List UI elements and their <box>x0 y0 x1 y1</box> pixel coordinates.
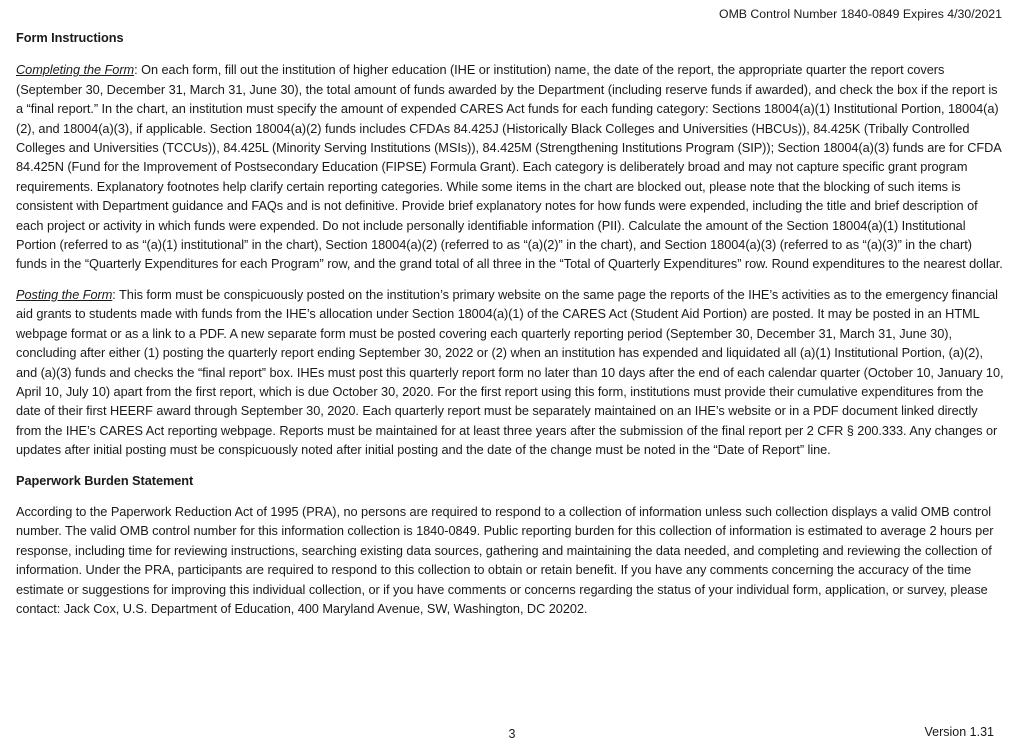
completing-the-form-text: : On each form, fill out the institution of higher education (IHE or institution) name, the date of the report, the appropriate quarter the report covers (September 30, December 31, March 31, June 30), the total amount of funds awarded by the Department (including reserve funds if awarded), and check the box if the report is a “final report.” In the chart, an institution must specify the amount of expended CARES Act funds for each funding category: Sections 18004(a)(1) Institutional Portion, 18004(a)(2), and 18004(a)(3), if applicable. Section 18004(a)(2) funds includes CFDAs 84.425J (Historically Black Colleges and Universities (HBCUs)), 84.425K (Tribally Controlled Colleges and Universities (TCCUs)), 84.425L (Minority Serving Institutions (MSIs)), 84.425M (Strengthening Institutions Program (SIP)); Section 18004(a)(3) funds are for CFDA 84.425N (Fund for the Improvement of Postsecondary Education (FIPSE) Formula Grant). Each category is deliberately broad and may not capture specific grant program requirements. Explanatory footnotes help clarify certain reporting categories. While some items in the chart are blocked out, please note that the blocking of such items is consistent with Department guidance and FAQs and is not definitive. Provide brief explanatory notes for how funds were expended, including the title and brief description of each project or activity in which funds were expended. Do not include personally identifiable information (PII). Calculate the amount of the Section 18004(a)(1) Institutional Portion (referred to as “(a)(1) institutional” in the chart), Section 18004(a)(2) (referred to as “(a)(2)” in the chart), and Section 18004(a)(3) (referred to as “(a)(3)” in the chart) funds in the “Quarterly Expenditures for each Program” row, and the grand total of all three in the “Total of Quarterly Expenditures” row. Round expenditures to the nearest dollar. <box>16 62 1003 272</box>
posting-the-form-paragraph <box>16 285 1006 460</box>
document-body <box>16 28 1006 629</box>
form-instructions-heading: Form Instructions <box>16 30 124 45</box>
paperwork-burden-paragraph: According to the Paperwork Reduction Act of 1995 (PRA), no persons are required to respond to a collection of information unless such collection displays a valid OMB control number. The valid OMB control number for this information collection is 1840-0849. Public reporting burden for this collection of information is estimated to average 2 hours per response, including time for reviewing instructions, searching existing data sources, gathering and maintaining the data needed, and completing and reviewing the collection of information. Under the PRA, participants are required to respond to this collection to obtain or retain benefit. If you have any comments concerning the accuracy of the time estimate or suggestions for improving this individual collection, or if you have comments or concerns regarding the status of your individual form, application, or survey, please contact: Jack Cox, U.S. Department of Education, 400 Maryland Avenue, SW, Washington, DC 20202. <box>16 503 994 616</box>
completing-the-form-paragraph <box>16 60 1006 273</box>
completing-the-form-lead: Completing the Form <box>16 62 135 78</box>
paperwork-burden-heading: Paperwork Burden Statement <box>16 472 194 488</box>
page-number: 3 <box>508 727 516 741</box>
version-label: Version 1.31 <box>924 725 994 739</box>
posting-the-form-text: : This form must be conspicuously posted on the institution’s primary website on the same page the reports of the IHE’s activities as to the emergency financial aid grants to students made with funds from the IHE’s allocation under Section 18004(a)(1) of the CARES Act (Student Aid Portion) are posted. It may be posted in an HTML webpage format or as a link to a PDF. A new separate form must be posted covering each quarterly reporting period (September 30, December 31, March 31, June 30), concluding after either (1) posting the quarterly report ending September 30, 2022 or (2) when an institution has expended and liquidated all (a)(1) Institutional Portion, (a)(2), and (a)(3) funds and checks the “final report” box. IHEs must post this quarterly report form no later than 10 days after the end of each calendar quarter (October 10, January 10, April 10, July 10) apart from the first report, which is due October 30, 2020. For the first report using this form, institutions must provide their cumulative expenditures from the date of their first HEERF award through September 30, 2020. Each quarterly report must be separately maintained on an IHE’s website or in a PDF document linked directly from the IHE’s CARES Act reporting webpage. Reports must be maintained for at least three years after the submission of the final report per 2 CFR § 200.333. Any changes or updates after initial posting must be conspicuously noted after initial posting and the date of the change must be noted in the “Date of Report” line. <box>16 286 1004 458</box>
omb-control-number: OMB Control Number 1840-0849 Expires 4/30/2021 <box>719 7 1002 21</box>
posting-the-form-lead: Posting the Form <box>16 286 113 302</box>
